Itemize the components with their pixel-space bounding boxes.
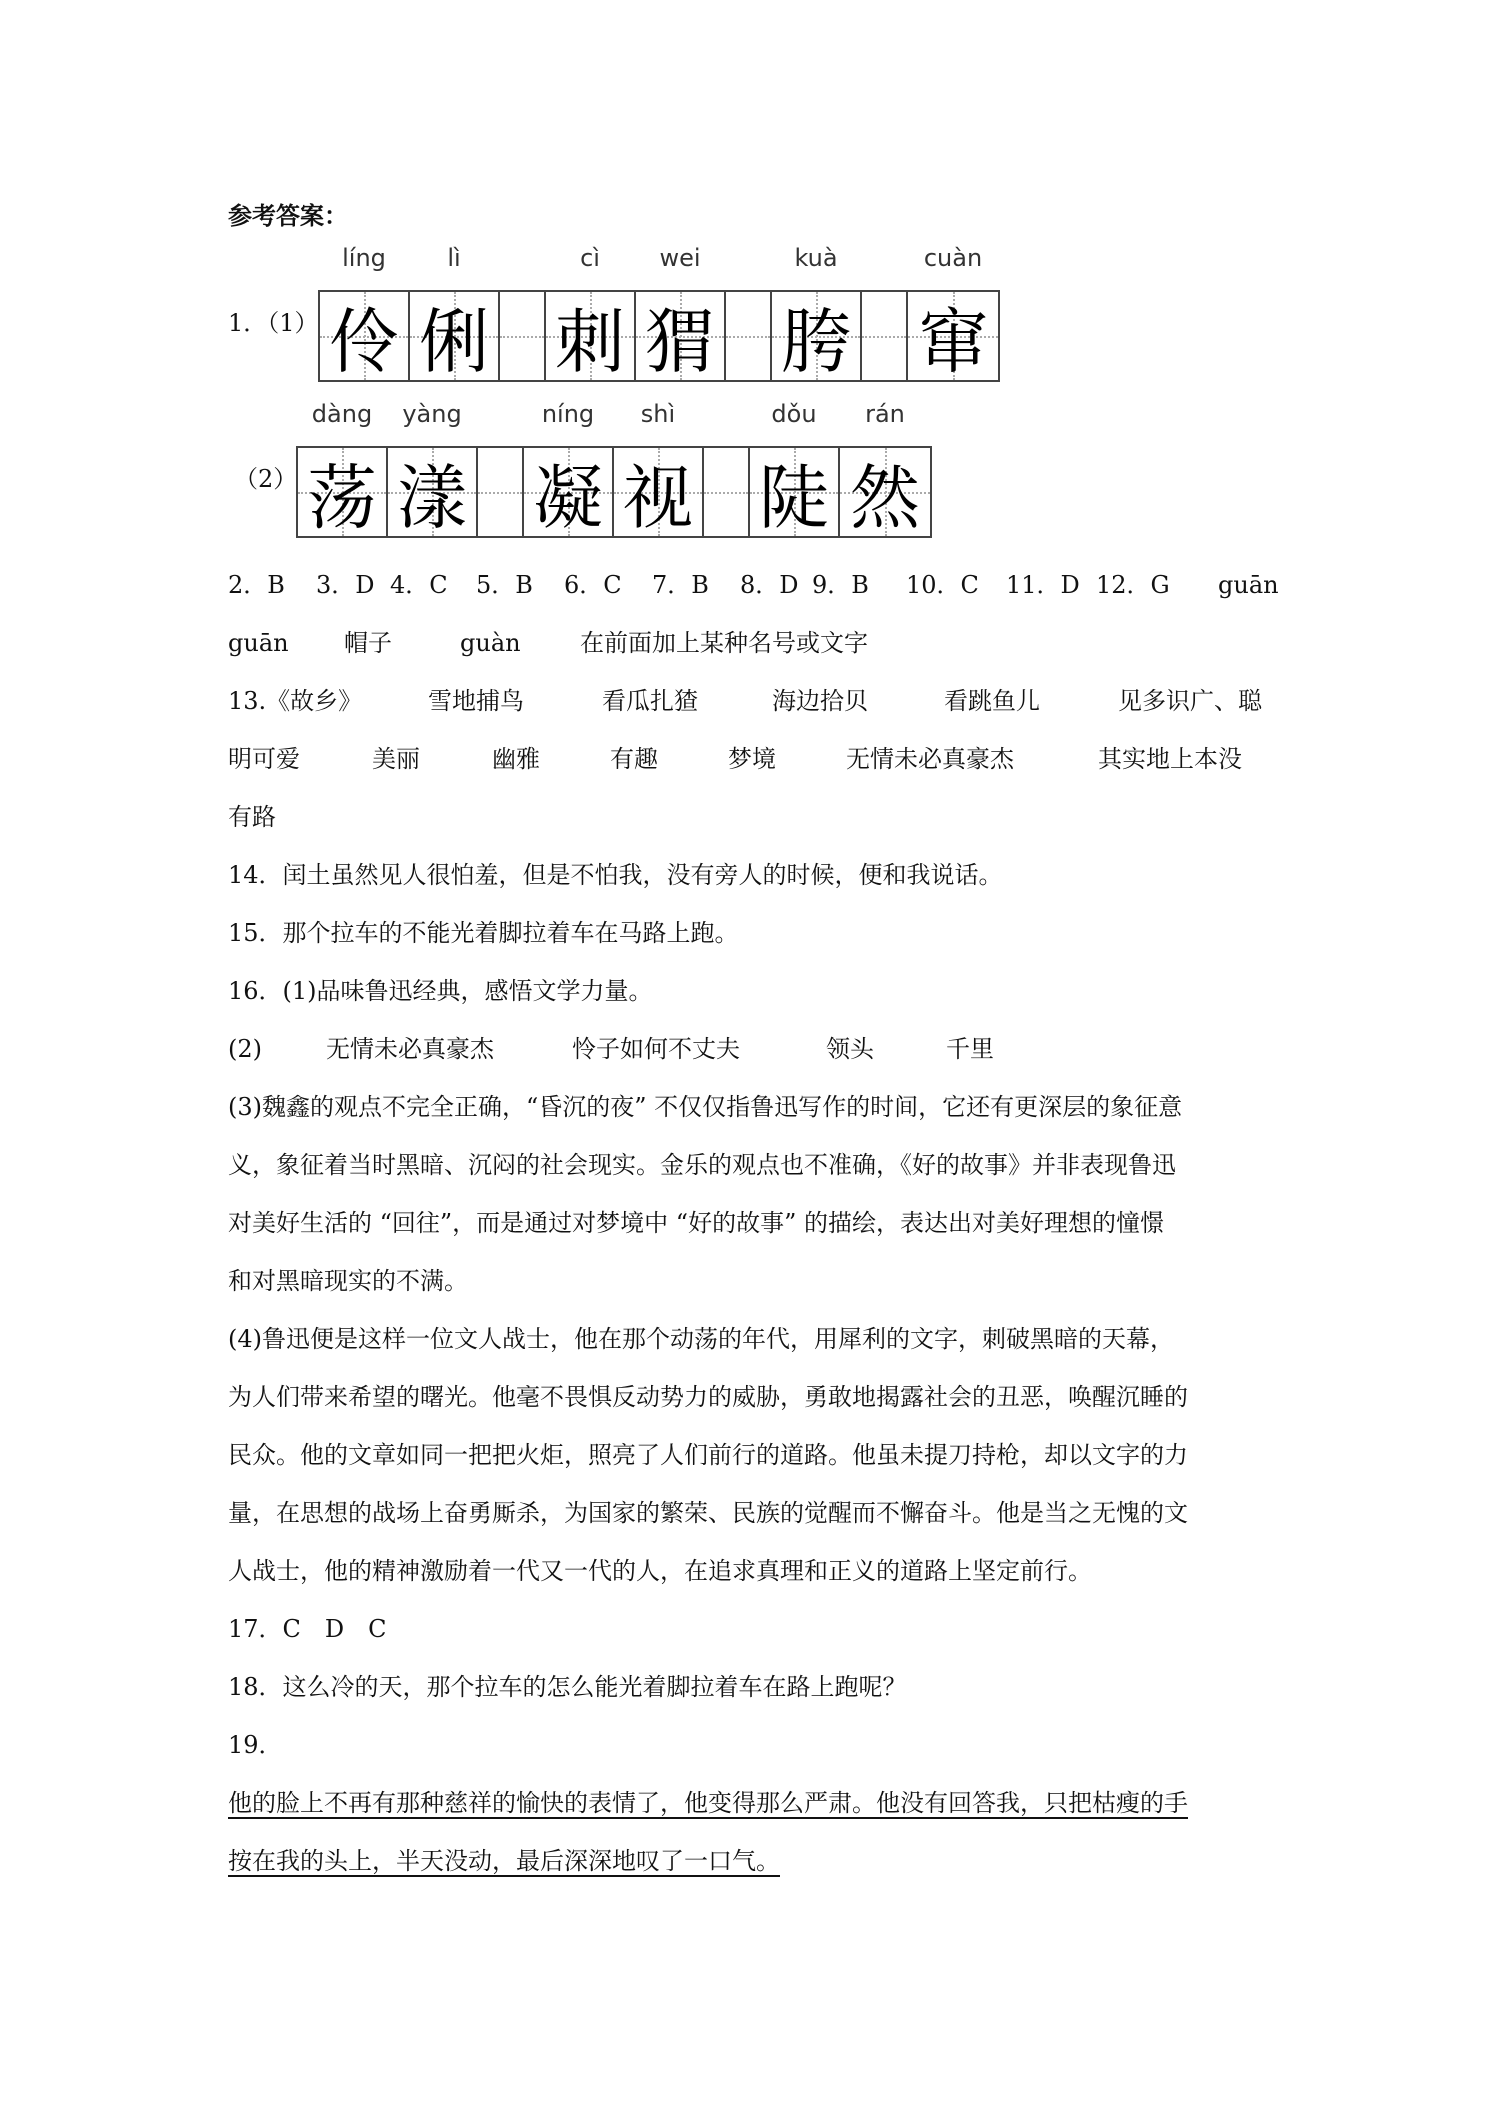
answer-12-word: 帽子 <box>344 629 392 657</box>
spacer-cell <box>500 292 546 380</box>
answer-16-part4-line: (4)鲁迅便是这样一位文人战士，他在那个动荡的年代，用犀利的文字，刺破黑暗的天幕， <box>228 1325 1174 1353</box>
char-cell <box>320 244 410 383</box>
answer-3: 3．D <box>316 571 375 599</box>
answer-16-part2: 领头 <box>826 1035 874 1063</box>
pinyin-label: wei <box>659 244 701 272</box>
q1-label-1: 1．（1） <box>228 309 319 337</box>
page-heading: 参考答案： <box>228 201 348 230</box>
answer-11: 11．D <box>1006 571 1080 599</box>
hanzi-char: 然 <box>850 456 920 539</box>
pinyin-label: dǒu <box>771 400 817 428</box>
answer-7: 7．B <box>652 571 709 599</box>
pinyin-label: kuà <box>794 244 838 272</box>
answer-14: 14．闰土虽然见人很怕羞，但是不怕我，没有旁人的时候，便和我说话。 <box>228 861 1003 889</box>
answer-9: 9．B <box>812 571 869 599</box>
spacer-cell <box>478 448 524 536</box>
answer-12-pinyin-1: guān <box>1218 571 1279 599</box>
pinyin-label: cì <box>580 244 600 272</box>
answer-16-part3-line: 和对黑暗现实的不满。 <box>228 1267 468 1295</box>
pinyin-label: lì <box>447 244 461 272</box>
answer-18: 18．这么冷的天，那个拉车的怎么能光着脚拉着车在路上跑呢？ <box>228 1673 907 1701</box>
q13-item: 13.《故乡》 <box>228 687 363 715</box>
answer-16-part4-line: 为人们带来希望的曙光。他毫不畏惧反动势力的威胁，勇敢地揭露社会的丑恶，唤醒沉睡的 <box>228 1383 1188 1411</box>
answer-19-line: 他的脸上不再有那种慈祥的愉快的表情了，他变得那么严肃。他没有回答我，只把枯瘦的手 <box>228 1789 1188 1817</box>
q13-item: 看跳鱼儿 <box>944 687 1040 715</box>
answer-12: 12．G <box>1096 571 1170 599</box>
char-cell <box>298 400 388 539</box>
pinyin-label: líng <box>342 244 386 272</box>
q13-item: 雪地捕鸟 <box>428 687 524 715</box>
answer-10: 10．C <box>906 571 979 599</box>
spacer-cell <box>726 292 772 380</box>
pinyin-label: yàng <box>402 400 462 428</box>
answer-5: 5．B <box>476 571 533 599</box>
char-grid-row1 <box>318 244 1000 383</box>
answer-2: 2．B <box>228 571 285 599</box>
hanzi-char: 荡 <box>307 456 377 539</box>
answer-12-meaning: 在前面加上某种名号或文字 <box>580 629 868 657</box>
char-cell <box>750 400 840 539</box>
hanzi-char: 漾 <box>397 456 467 539</box>
q13-item: 明可爱 <box>228 745 300 773</box>
char-cell <box>772 244 862 383</box>
q13-item: 有趣 <box>610 745 658 773</box>
answer-4: 4．C <box>390 571 448 599</box>
char-cell <box>388 400 478 539</box>
char-cell <box>524 400 614 539</box>
answer-16-part4-line: 民众。他的文章如同一把把火炬，照亮了人们前行的道路。他虽未提刀持枪，却以文字的力 <box>228 1441 1188 1469</box>
hanzi-char: 刺 <box>555 300 625 383</box>
answer-16-part4-line: 量，在思想的战场上奋勇厮杀，为国家的繁荣、民族的觉醒而不懈奋斗。他是当之无愧的文 <box>228 1499 1188 1527</box>
pinyin-label: cuàn <box>923 244 983 272</box>
q13-item: 见多识广、聪 <box>1118 687 1262 715</box>
hanzi-char: 视 <box>623 456 693 539</box>
hanzi-char: 窜 <box>918 300 988 383</box>
hanzi-char: 俐 <box>419 300 489 383</box>
hanzi-char: 陡 <box>759 456 829 539</box>
q13-item: 其实地上本没 <box>1098 745 1242 773</box>
char-cell <box>636 244 726 383</box>
pinyin-label: níng <box>541 400 595 428</box>
hanzi-char: 胯 <box>781 300 851 383</box>
answer-16-part3-line: 对美好生活的 “回往”，而是通过对梦境中 “好的故事” 的描绘，表达出对美好理想的憧憬 <box>228 1209 1164 1237</box>
answer-8: 8．D <box>740 571 799 599</box>
pinyin-label: rán <box>865 400 905 428</box>
q13-item: 海边拾贝 <box>772 687 868 715</box>
q13-item: 幽雅 <box>492 745 540 773</box>
char-cell <box>908 244 998 383</box>
q13-item: 梦境 <box>728 745 776 773</box>
q1-label-2: （2） <box>234 465 298 493</box>
spacer-cell <box>862 292 908 380</box>
char-cell <box>614 400 704 539</box>
char-cell <box>840 400 930 539</box>
answer-16-part4-line: 人战士，他的精神激励着一代又一代的人，在追求真理和正义的道路上坚定前行。 <box>228 1557 1092 1585</box>
answer-16-part2: 无情未必真豪杰 <box>326 1035 494 1063</box>
hanzi-char: 猬 <box>645 300 715 383</box>
answer-16-part2: 千里 <box>946 1035 994 1063</box>
answer-16-part1: 16．(1)品味鲁迅经典，感悟文学力量。 <box>228 977 653 1005</box>
hanzi-char: 凝 <box>533 456 603 539</box>
answer-16-part3-line: 义，象征着当时黑暗、沉闷的社会现实。金乐的观点也不准确，《好的故事》并非表现鲁迅 <box>228 1151 1176 1179</box>
spacer-cell <box>704 448 750 536</box>
answer-6: 6．C <box>564 571 622 599</box>
answer-16-part2: 怜子如何不丈夫 <box>572 1035 740 1063</box>
pinyin-label: dàng <box>311 400 373 428</box>
char-cell <box>410 244 500 383</box>
pinyin-label: shì <box>640 400 676 428</box>
char-cell <box>546 244 636 383</box>
answer-19-line: 按在我的头上，半天没动，最后深深地叹了一口气。 <box>228 1847 780 1875</box>
q13-item: 美丽 <box>372 745 420 773</box>
hanzi-char: 伶 <box>329 300 399 383</box>
q13-item: 无情未必真豪杰 <box>846 745 1014 773</box>
q13-item: 看瓜扎猹 <box>602 687 698 715</box>
answer-16-part3-line: (3)魏鑫的观点不完全正确，“昏沉的夜” 不仅仅指鲁迅写作的时间，它还有更深层的象征意 <box>228 1093 1183 1121</box>
q13-item: 有路 <box>228 803 276 831</box>
answer-12-pinyin-3: guàn <box>460 629 521 657</box>
answer-19-label: 19． <box>228 1731 283 1759</box>
answer-12-pinyin-2: guān <box>228 629 289 657</box>
answer-16-part2: (2) <box>228 1035 262 1063</box>
answer-17: 17．C D C <box>228 1615 387 1643</box>
answer-15: 15．那个拉车的不能光着脚拉着车在马路上跑。 <box>228 919 739 947</box>
char-grid-row2 <box>296 400 932 539</box>
